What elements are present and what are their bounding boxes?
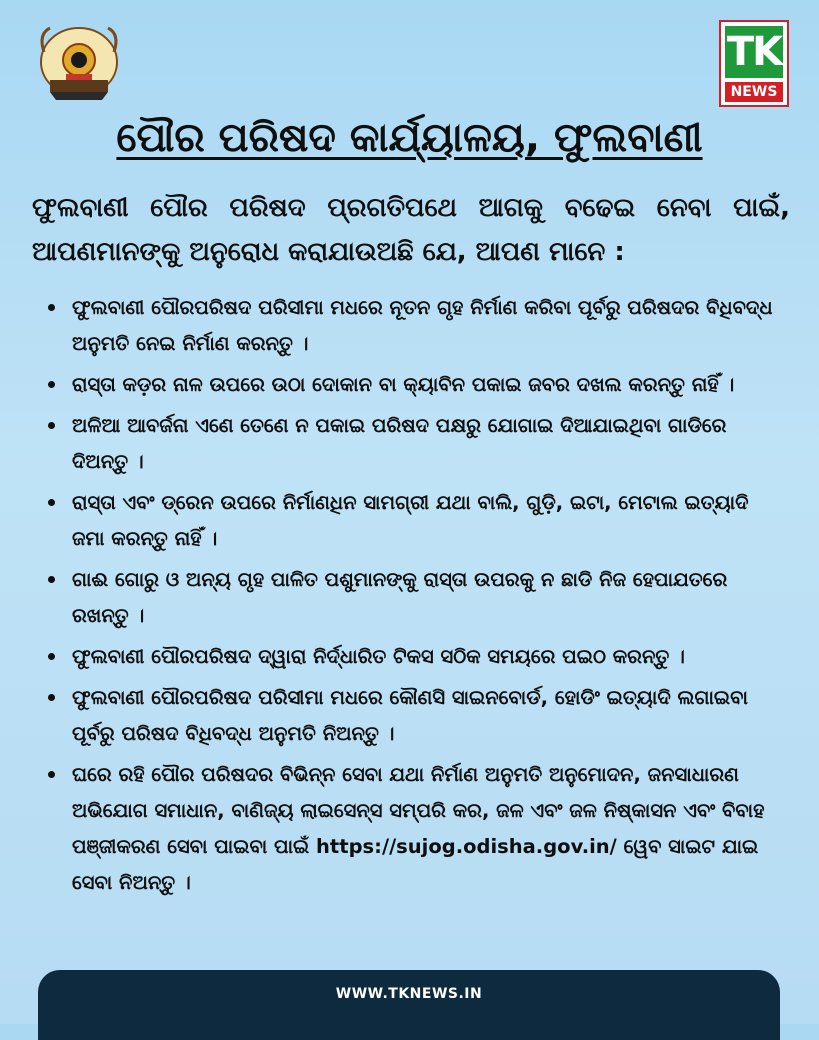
bullet-icon [48,576,55,583]
footer-url[interactable]: WWW.TKNEWS.IN [335,986,483,1002]
tk-logo-text: TK [725,26,783,78]
bullet-icon [48,422,55,429]
bullet-icon [48,381,55,388]
list-item: ଘରେ ରହି ପୌର ପରିଷଦର ବିଭିନ୍ନ ସେବା ଯଥା ନିର୍ମାଣ ଅନୁମତି ଅନୁମୋଦନ, ଜନସାଧାରଣ ଅଭିଯୋଗ ସମାଧାନ, ବାଣିଜ୍ୟ ଲାଇସେନ୍ସ ସମ୍ପରି କର, ଜଳ ଏବଂ ଜଳ ନିଷ୍କାସନ ଏବଂ ବିବାହ ପଞ୍ଜୀକରଣ ସେବା ପାଇବା ପାଇଁ https://sujog.odisha.gov.in/ ୱେବ ସାଇଟ ଯାଇ ସେବା ନିଅନ୍ତୁ । [48,757,778,901]
notice-list [48,290,778,906]
news-logo-text: NEWS [725,82,783,102]
list-item: ରାସ୍ତା ଏବଂ ଡ୍ରେନ ଉପରେ ନିର୍ମାଣଧିନ ସାମଗ୍ରୀ ଯଥା ବାଲି, ଗୁଡ଼ି, ଇଟା, ମେଟାଲ ଇତ୍ୟାଦି ଜମା କରନ୍ତୁ ନାହିଁ । [48,485,778,557]
bullet-icon [48,304,55,311]
bullet-icon [48,499,55,506]
bullet-icon [48,694,55,701]
list-item: ଫୁଲବାଣୀ ପୌରପରିଷଦ ଦ୍ୱାରା ନିର୍ଦ୍ଧାରିତ ଟିକସ ସଠିକ ସମୟରେ ପଇଠ କରନ୍ତୁ । [48,639,778,675]
tk-news-logo [719,20,789,107]
bullet-icon [48,771,55,778]
list-item: ଅଳିଆ ଆବର୍ଜନା ଏଣେ ତେଣେ ନ ପକାଇ ପରିଷଦ ପକ୍ଷରୁ ଯୋଗାଇ ଦିଆଯାଇଥିବା ଗାଡିରେ ଦିଅନ୍ତୁ । [48,408,778,480]
intro-paragraph: ଫୁଲବାଣୀ ପୌର ପରିଷଦ ପ୍ରଗତିପଥେ ଆଗକୁ ବଢେଇ ନେବା ପାଇଁ, ଆପଣମାନଙ୍କୁ ଅନୁରୋଧ କରାଯାଉଅଛି ଯେ, ଆପଣ ମାନେ : [32,193,790,267]
list-item: ଫୁଲବାଣୀ ପୌରପରିଷଦ ପରିସୀମା ମଧରେ ନୂତନ ଗୃହ ନିର୍ମାଣ କରିବା ପୂର୍ବରୁ ପରିଷଦର ବିଧିବଦ୍ଧ ଅନୁମତି ନେଇ ନିର୍ମାଣ କରନ୍ତୁ । [48,290,778,362]
footer-bar [38,970,780,1040]
bullet-icon [48,653,55,660]
list-item: ରାସ୍ତା କଡ଼ର ନାଳ ଉପରେ ଉଠା ଦୋକାନ ବା କ୍ୟାବିନ ପକାଇ ଜବର ଦଖଲ କରନ୍ତୁ ନାହିଁ । [48,367,778,403]
list-item: ଫୁଲବାଣୀ ପୌରପରିଷଦ ପରିସୀମା ମଧରେ କୌଣସି ସାଇନବୋର୍ଡ, ହୋଡିଂ ଇତ୍ୟାଦି ଲଗାଇବା ପୂର୍ବରୁ ପରିଷଦ ବିଧିବଦ୍ଧ ଅନୁମତି ନିଅନ୍ତୁ । [48,680,778,752]
municipality-emblem-icon [36,22,122,104]
list-item: ଗାଈ ଗୋରୁ ଓ ଅନ୍ୟ ଗୃହ ପାଳିତ ପଶୁମାନଙ୍କୁ ରାସ୍ତା ଉପରକୁ ନ ଛାଡି ନିଜ ହେପାଯତରେ ରଖନ୍ତୁ । [48,562,778,634]
page-title: ପୌର ପରିଷଦ କାର୍ଯ୍ୟାଳୟ, ଫୁଲବାଣୀ [116,115,703,161]
